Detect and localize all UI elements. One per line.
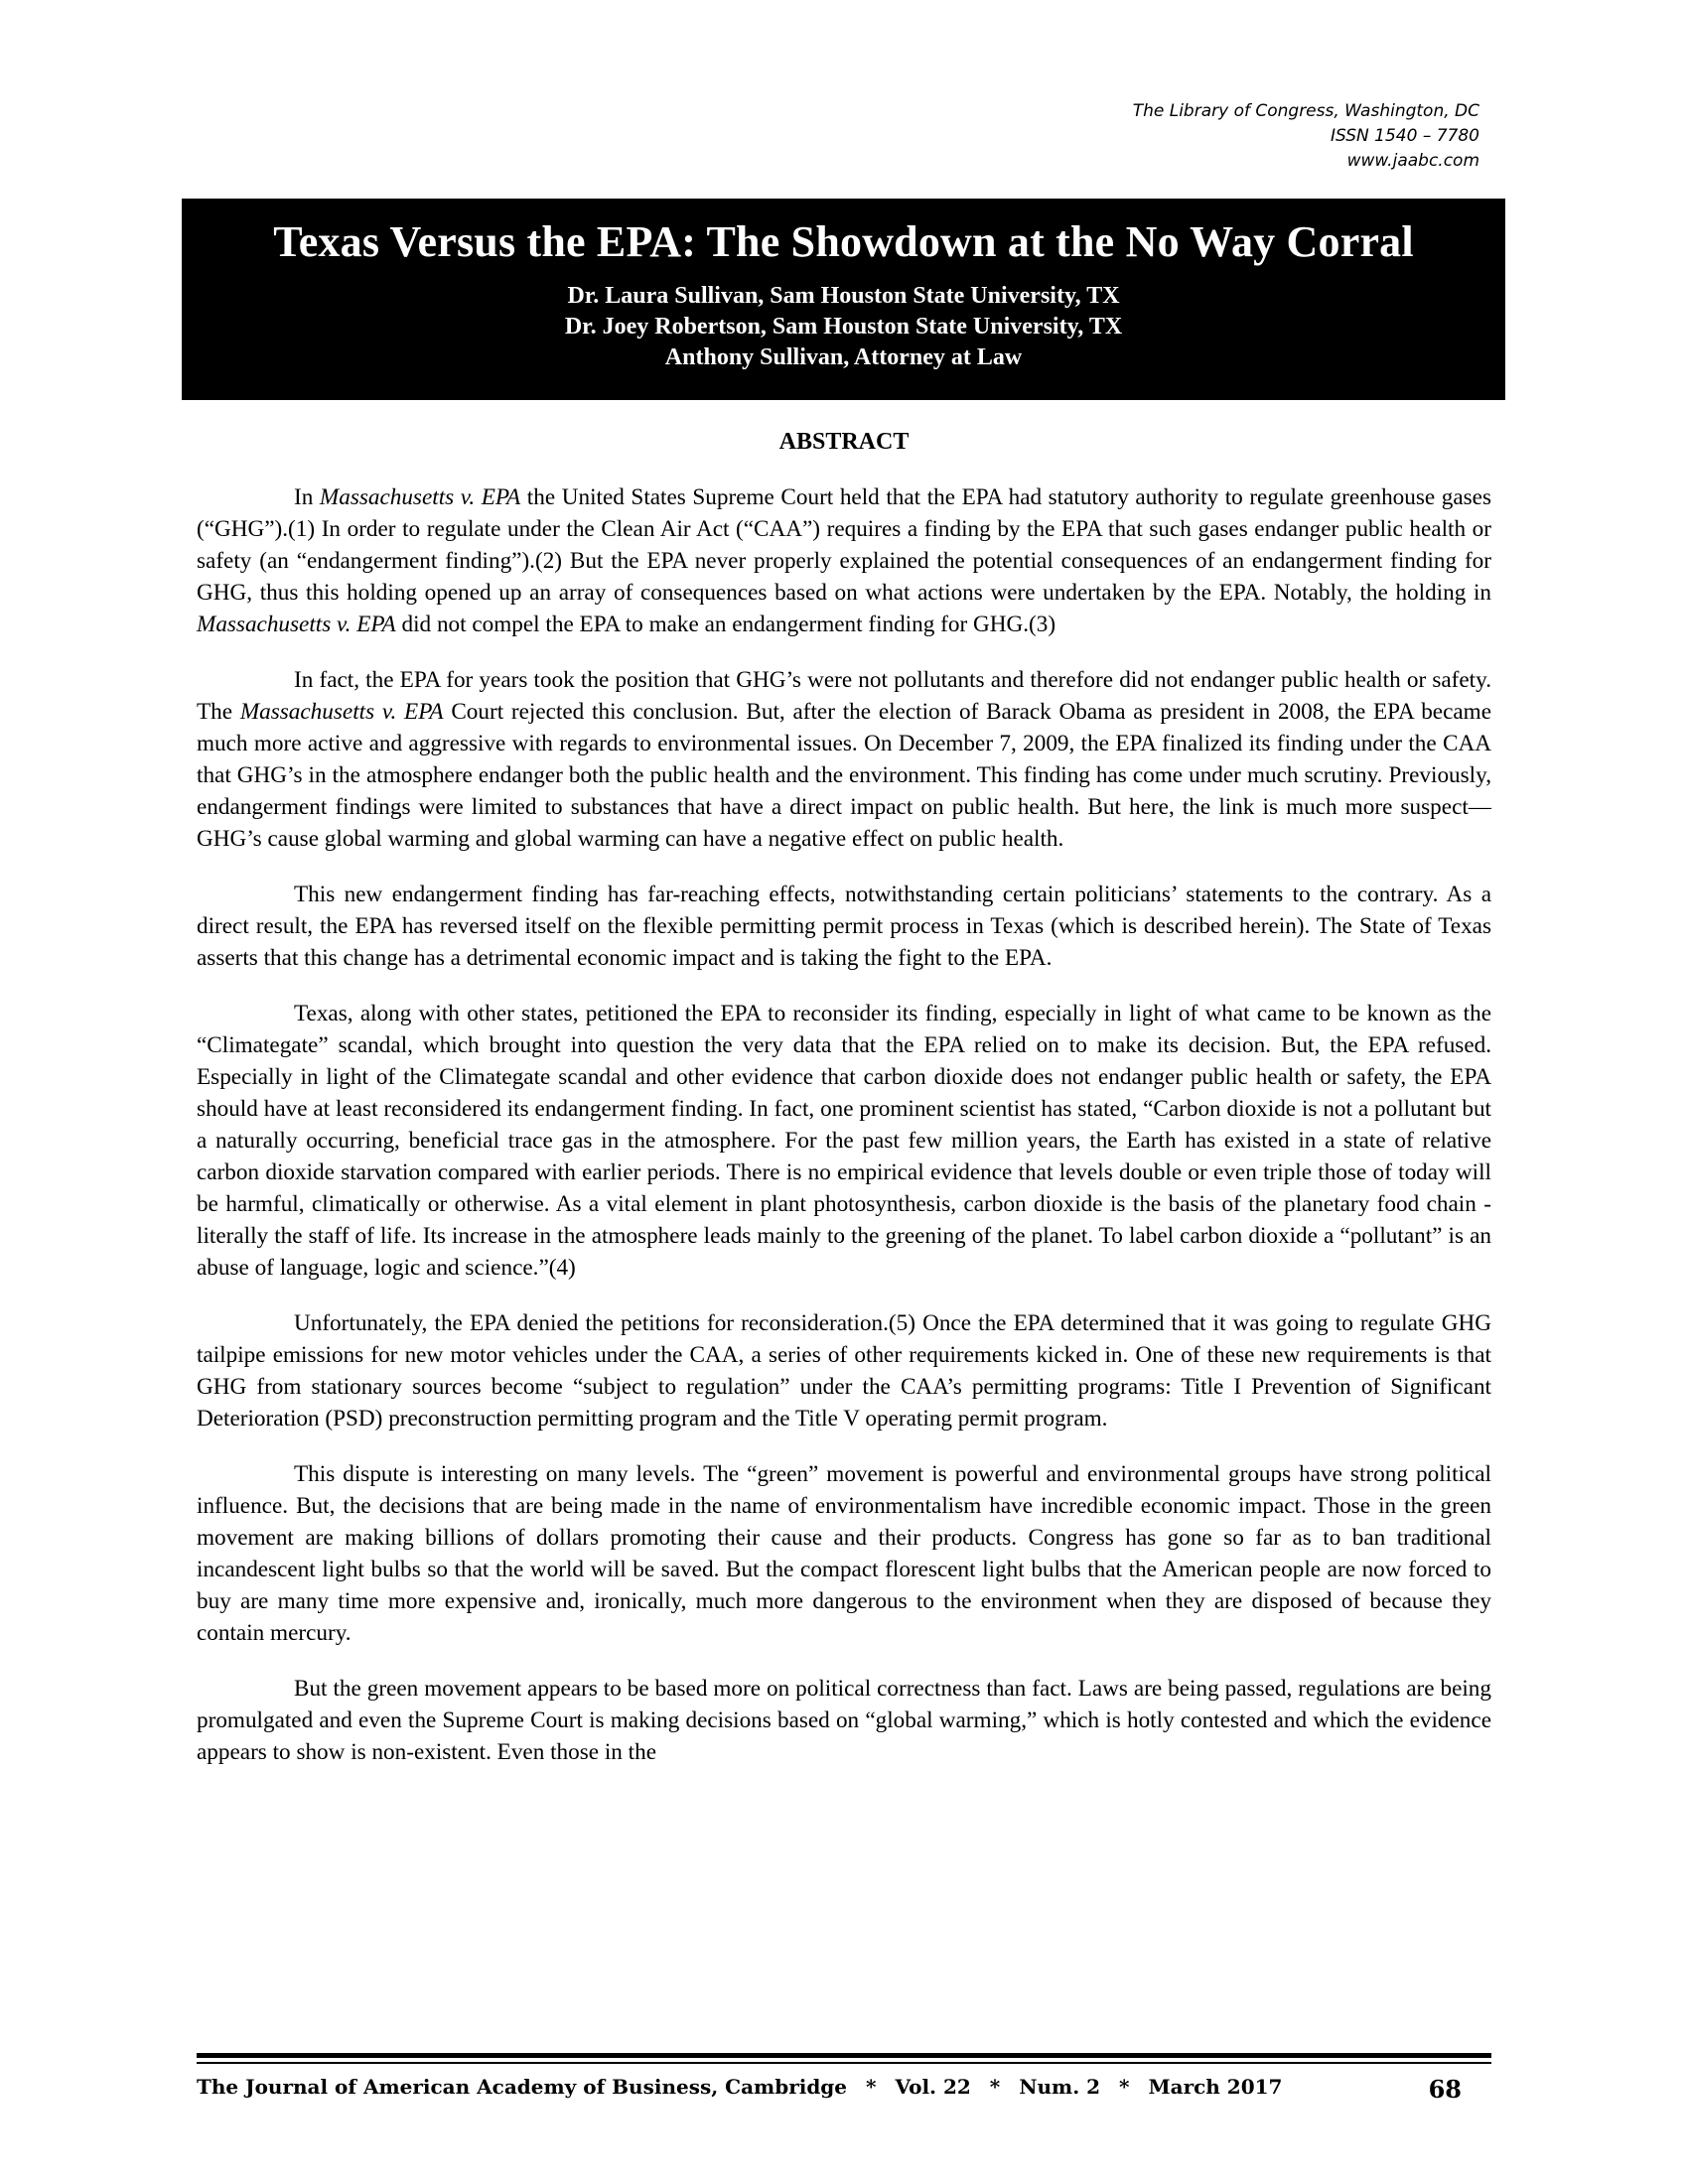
text-run: the United States Supreme Court held that the EPA had statutory authority to regulate greenhouse gases (“GHG”).(1) In order to regulate under the Clean Air Act (“CAA”) requires a finding by the EPA that such gases endanger public health or safety (an “endangerment finding”).(2) But the EPA never properly explained the potential consequences of an endangerment finding for GHG, thus this holding opened up an array of consequences based on what actions were undertaken by the EPA. Notably, the holding in bbox=[197, 484, 1491, 606]
text-run: Unfortunately, the EPA denied the petitions for reconsideration.(5) Once the EPA determined that it was going to regulate GHG tailpipe emissions for new motor vehicles under the CAA, a series of other requirements kicked in. One of these new requirements is that GHG from stationary sources become “subject to regulation” under the CAA’s permitting programs: Title I Prevention of Significant Deterioration (PSD) preconstruction permitting program and the Title V operating permit program. bbox=[197, 1310, 1491, 1432]
body-paragraph bbox=[197, 664, 1491, 855]
text-run: This new endangerment finding has far-reaching effects, notwithstanding certain politicians’ statements to the contrary. As a direct result, the EPA has reversed itself on the flexible permitting permit process in Texas (which is described herein). The State of Texas asserts that this change has a detrimental economic impact and is taking the fight to the EPA. bbox=[197, 882, 1491, 971]
body-paragraph bbox=[197, 879, 1491, 974]
article-body bbox=[197, 481, 1491, 1792]
text-run: Court rejected this conclusion. But, after the election of Barack Obama as president in 2008, the EPA became much more active and aggressive with regards to environmental issues. On December 7, 2009, the EPA finalized its finding under the CAA that GHG’s in the atmosphere endanger both the public health and the environment. This finding has come under much scrutiny. Previously, endangerment findings were limited to substances that have a direct impact on public health. But here, the link is much more suspect—GHG’s cause global warming and global warming can have a negative effect on public health. bbox=[197, 699, 1491, 852]
footer-separator: * bbox=[866, 2075, 877, 2099]
body-paragraph bbox=[197, 481, 1491, 640]
journal-header-meta bbox=[1133, 99, 1479, 174]
footer-citation bbox=[197, 2075, 1282, 2104]
body-paragraph bbox=[197, 1458, 1491, 1649]
footer-number: Num. 2 bbox=[1019, 2075, 1101, 2099]
footer-date: March 2017 bbox=[1148, 2075, 1283, 2099]
publisher-line: The Library of Congress, Washington, DC bbox=[1132, 101, 1479, 121]
text-run: This dispute is interesting on many levels. The “green” movement is powerful and environmental groups have strong political influence. But, the decisions that are being made in the name of environmentalism have incredible economic impact. Those in the green movement are making billions of dollars promoting their cause and their products. Congress has gone so far as to ban traditional incandescent light bulbs so that the world will be saved. But the compact florescent light bulbs that the American people are now forced to buy are many time more expensive and, ironically, much more dangerous to the environment when they are disposed of because they contain mercury. bbox=[197, 1461, 1491, 1646]
footer-rule bbox=[197, 2062, 1491, 2064]
body-paragraph bbox=[197, 998, 1491, 1284]
case-citation: Massachusetts v. EPA bbox=[239, 699, 444, 725]
page-footer bbox=[197, 2075, 1491, 2104]
footer-journal: The Journal of American Academy of Business, Cambridge bbox=[197, 2075, 848, 2099]
abstract-heading: ABSTRACT bbox=[778, 429, 910, 455]
case-citation: Massachusetts v. EPA bbox=[319, 484, 521, 510]
body-paragraph bbox=[197, 1673, 1491, 1768]
text-run: In fact, the EPA for years took the position that GHG’s were not pollutants and therefore did not endanger public health or safety. The bbox=[197, 667, 1491, 725]
author-line: Anthony Sullivan, Attorney at Law bbox=[664, 344, 1023, 370]
footer-volume: Vol. 22 bbox=[895, 2075, 971, 2099]
case-citation: Massachusetts v. EPA bbox=[197, 612, 396, 637]
page-number: 68 bbox=[1428, 2075, 1462, 2104]
issn-line: ISSN 1540 – 7780 bbox=[1331, 126, 1479, 146]
title-block bbox=[182, 199, 1505, 400]
text-run: But the green movement appears to be based more on political correctness than fact. Laws are being passed, regulations are being promulgated and even the Supreme Court is making decisions based on “global warming,” which is hotly contested and which the evidence appears to show is non-existent. Even those in the bbox=[197, 1676, 1491, 1765]
footer-separator: * bbox=[1119, 2075, 1130, 2099]
author-line: Dr. Joey Robertson, Sam Houston State University, TX bbox=[564, 314, 1123, 340]
body-paragraph bbox=[197, 1307, 1491, 1434]
footer-rule bbox=[197, 2053, 1491, 2058]
footer-separator: * bbox=[989, 2075, 1001, 2099]
author-line: Dr. Laura Sullivan, Sam Houston State University, TX bbox=[567, 283, 1120, 309]
text-run: Texas, along with other states, petitioned the EPA to reconsider its finding, especially in light of what came to be known as the “Climategate” scandal, which brought into question the very data that the EPA relied on to make its decision. But, the EPA refused. Especially in light of the Climategate scandal and other evidence that carbon dioxide does not endanger public health or safety, the EPA should have at least reconsidered its endangerment finding. In fact, one prominent scientist has stated, “Carbon dioxide is not a pollutant but a naturally occurring, beneficial trace gas in the atmosphere. For the past few million years, the Earth has existed in a state of relative carbon dioxide starvation compared with earlier periods. There is no empirical evidence that levels double or even triple those of today will be harmful, climatically or otherwise. As a vital element in plant photosynthesis, carbon dioxide is the basis of the planetary food chain - literally the staff of life. Its increase in the atmosphere leads mainly to the greening of the planet. To label carbon dioxide a “pollutant” is an abuse of language, logic and science.”(4) bbox=[197, 1001, 1491, 1281]
article-title: Texas Versus the EPA: The Showdown at the No Way Corral bbox=[273, 217, 1414, 266]
text-run: did not compel the EPA to make an endangerment finding for GHG.(3) bbox=[395, 612, 1056, 637]
website-link[interactable]: www.jaabc.com bbox=[1346, 151, 1479, 171]
text-run: In bbox=[294, 484, 320, 510]
